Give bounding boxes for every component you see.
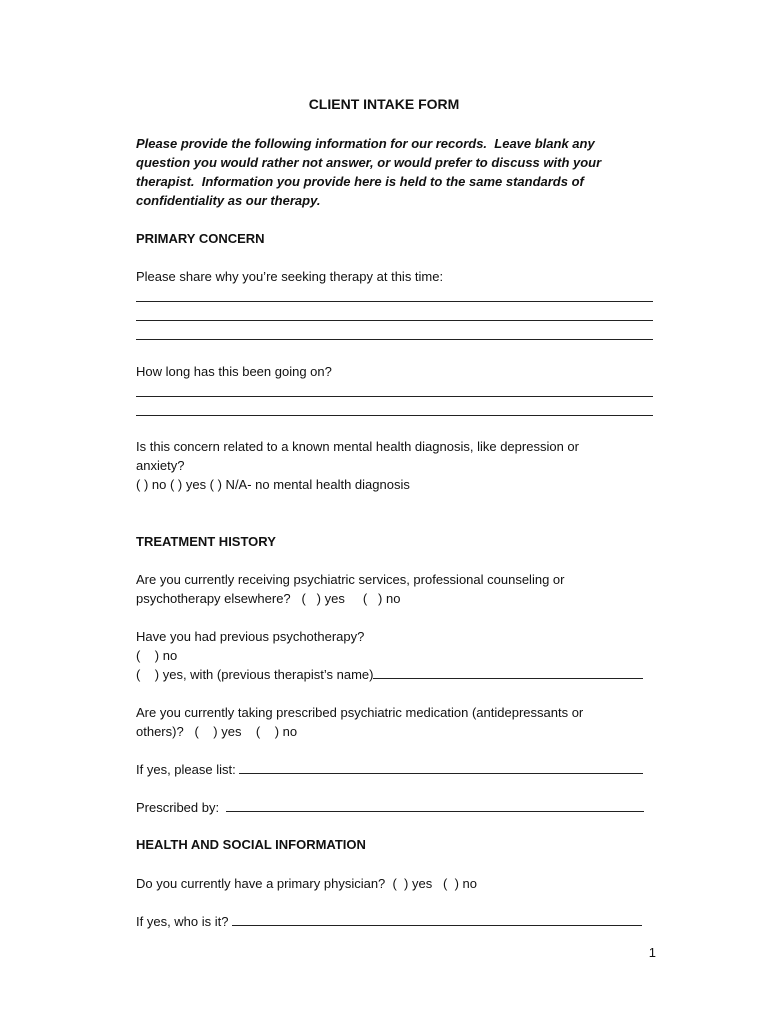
previous-therapy-yes-option[interactable]: ( ) yes, with (previous therapist’s name): [136, 667, 374, 682]
intro-line-3: therapist. Information you provide here is held to the same standards of: [136, 174, 584, 189]
previous-therapy-no-option[interactable]: ( ) no: [136, 648, 178, 663]
answer-line-why-3[interactable]: [136, 339, 653, 340]
physician-name-line[interactable]: [232, 913, 642, 926]
diagnosis-options[interactable]: ( ) no ( ) yes ( ) N/A- no mental health diagnosis: [136, 477, 410, 492]
section-heading-health-social: HEALTH AND SOCIAL INFORMATION: [136, 837, 366, 852]
prescribed-by-line[interactable]: [226, 799, 644, 812]
physician-name-row: [136, 913, 642, 930]
intro-line-1: Please provide the following information for our records. Leave blank any: [136, 136, 595, 151]
question-medication-line-1: Are you currently taking prescribed psychiatric medication (antidepressants or: [136, 705, 584, 720]
prescribed-by-row: [136, 799, 644, 816]
section-heading-treatment-history: TREATMENT HISTORY: [136, 534, 276, 549]
question-medication-line-2[interactable]: others)? ( ) yes ( ) no: [136, 724, 298, 739]
physician-name-label: If yes, who is it?: [136, 914, 233, 929]
question-why-therapy: Please share why you’re seeking therapy at this time:: [136, 269, 444, 284]
question-primary-physician[interactable]: Do you currently have a primary physician? ( ) yes ( ) no: [136, 876, 478, 891]
answer-line-how-long-2[interactable]: [136, 415, 653, 416]
previous-therapy-yes-row: [136, 666, 643, 683]
section-heading-primary-concern: PRIMARY CONCERN: [136, 231, 265, 246]
medication-list-row: [136, 761, 643, 778]
intro-line-2: question you would rather not answer, or would prefer to discuss with your: [136, 155, 602, 170]
question-how-long: How long has this been going on?: [136, 364, 332, 379]
question-services-line-1: Are you currently receiving psychiatric services, professional counseling or: [136, 572, 565, 587]
intro-line-4: confidentiality as our therapy.: [136, 193, 321, 208]
answer-line-why-2[interactable]: [136, 320, 653, 321]
prescribed-by-label: Prescribed by:: [136, 800, 227, 815]
question-previous-therapy: Have you had previous psychotherapy?: [136, 629, 365, 644]
answer-line-how-long-1[interactable]: [136, 396, 653, 397]
question-diagnosis-line-1: Is this concern related to a known mental health diagnosis, like depression or: [136, 439, 579, 454]
question-services-line-2[interactable]: psychotherapy elsewhere? ( ) yes ( ) no: [136, 591, 401, 606]
medication-list-label: If yes, please list:: [136, 762, 240, 777]
question-diagnosis-line-2: anxiety?: [136, 458, 185, 473]
medication-list-line[interactable]: [239, 761, 643, 774]
page-number: 1: [648, 945, 656, 960]
page-title: CLIENT INTAKE FORM: [308, 96, 460, 112]
answer-line-why-1[interactable]: [136, 301, 653, 302]
previous-therapist-name-line[interactable]: [373, 666, 643, 679]
